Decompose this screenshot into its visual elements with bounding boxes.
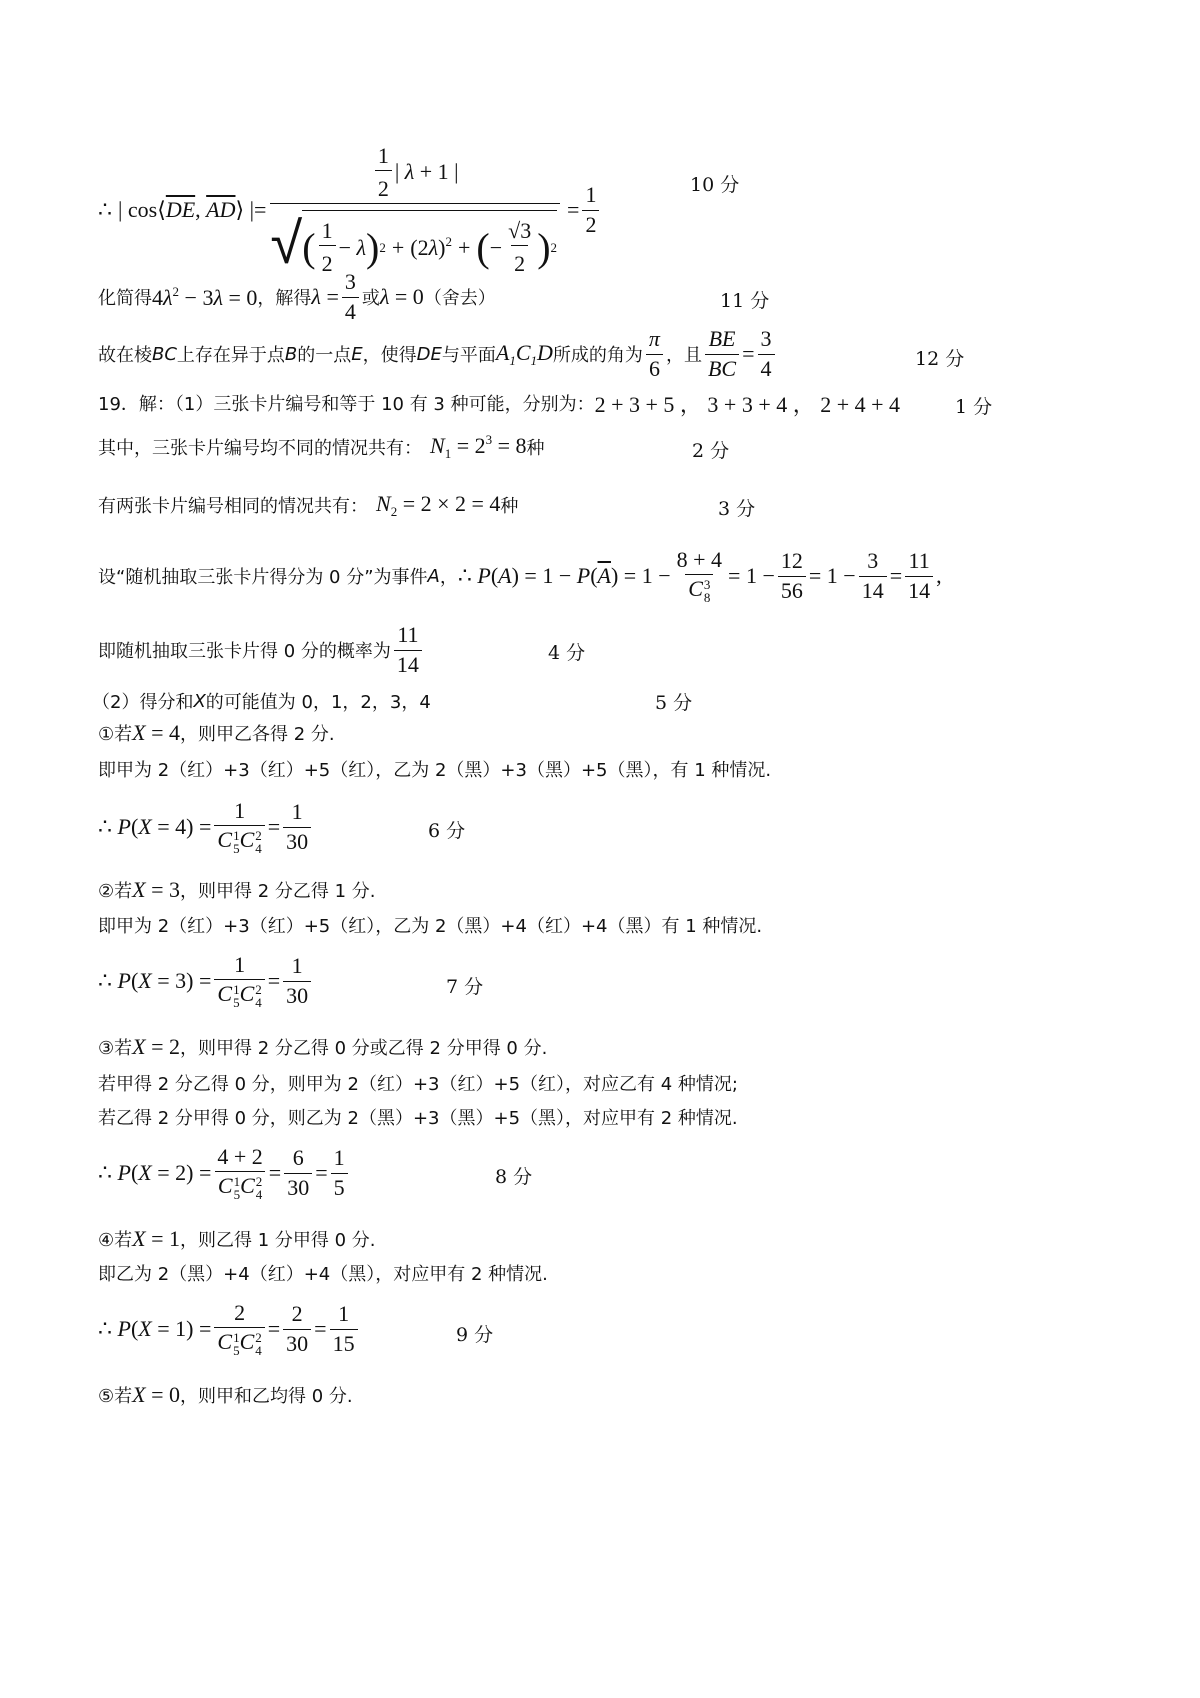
case-x3-detail (98, 910, 762, 940)
px1-frac-1: 2 C 1 5 C 2 4 (214, 1301, 264, 1357)
probability-zero-text: 即随机抽取三张卡片得 0 分的概率为 (98, 641, 391, 662)
px1-line: ∴ P(X = 1) = 2 C 1 5 C 2 4 = $\frac{2}{30}$ = $\frac{1}{15}$ (98, 1300, 361, 1358)
score-9: 9 分 (456, 1324, 494, 1346)
distinct-cards-text: 其中，三张卡片编号均不同的情况共有： (98, 438, 422, 459)
conclusion-text-5: 与平面 (441, 345, 496, 366)
case-x2-prefix: ③若 (98, 1038, 133, 1059)
x-eq-4: X (132, 720, 146, 745)
q19-intro-text: 19．解：（1）三张卡片编号和等于 10 有 3 种可能，分别为： (98, 394, 595, 415)
case-x2-detail-text-2: 若乙得 2 分甲得 0 分，则乙为 2（黑）+3（黑）+5（黑），对应甲有 2 种情况. (98, 1108, 738, 1129)
half-fraction: $\frac{1}{2}$ (582, 183, 599, 236)
event-a-text: 设“随机抽取三张卡片得分为 0 分”为事件 (98, 567, 428, 588)
same-cards-text: 有两张卡片编号相同的情况共有： (98, 496, 368, 517)
score-1: 1 分 (955, 396, 993, 418)
cos-formula-line (98, 140, 602, 280)
conclusion-text-3: 的一点 (297, 345, 352, 366)
lambda-zero: λ = 0 (379, 284, 424, 309)
simplify-line (98, 269, 496, 324)
same-cards-line (98, 490, 518, 520)
case-x4-text: ，则甲乙各得 2 分. (180, 724, 335, 745)
px3-lhs: ∴ P(X = 3) = (98, 968, 212, 993)
score-12: 12 分 (915, 348, 965, 370)
distinct-cards-line (98, 432, 545, 462)
x-eq-1: X (132, 1226, 146, 1251)
case-x1-line: ④若 X = 1 ，则乙得 1 分甲得 0 分. (98, 1226, 376, 1251)
px2-frac-3: $\frac{1}{5}$ (331, 1146, 348, 1199)
px3-frac-1: 1 C 1 5 C 2 4 (214, 953, 264, 1009)
q19-intro-line (98, 388, 900, 418)
part2-text-2: 的可能值为 0，1，2，3，4 (205, 692, 431, 713)
x-eq-3: X (132, 877, 146, 902)
event-a-line: 设“随机抽取三张卡片得分为 0 分”为事件 A ， ∴ $P(A) = 1 - P(\overline{A}) = 1$ − 8 + 4 C 3 8 = 1 − $\frac{12}{56}$ = 1 − $\frac{3}{14}$ = $\frac{11}{14}$ , (98, 546, 942, 606)
px2-lhs: ∴ P(X = 2) = (98, 1160, 212, 1185)
case-x0-text: ，则甲和乙均得 0 分. (180, 1386, 353, 1407)
equals-half: = (567, 197, 580, 222)
frac-8plus4-over-c83: 8 + 4 C 3 8 (676, 546, 723, 606)
case-x1-text: ，则乙得 1 分甲得 0 分. (180, 1230, 376, 1251)
x-eq-2: X (132, 1034, 146, 1059)
therefore-symbol: ∴ (98, 197, 112, 222)
event-a-comma: ， (439, 567, 458, 588)
conclusion-text-7: ，且 (665, 345, 702, 366)
point-e: E (351, 343, 363, 365)
edge-bc: BC (152, 343, 177, 365)
kinds-label-1: 种 (526, 438, 545, 459)
case-x1-detail-text: 即乙为 2（黑）+4（红）+4（黑），对应甲有 2 种情况. (98, 1264, 548, 1285)
case-x3-detail-text: 即甲为 2（红）+3（红）+5（红），乙为 2（黑）+4（红）+4（黑）有 1 种情况. (98, 916, 763, 937)
therefore-pa: ∴ $P(A) = 1 - P(\overline{A}) = 1$ − (457, 563, 671, 588)
score-3: 3 分 (718, 498, 756, 520)
part2-line (92, 686, 431, 716)
score-8: 8 分 (495, 1166, 533, 1188)
or-label: 或 (361, 288, 380, 309)
cos-fraction: $\frac{1}{2}$ | λ + 1 | √ ( $\frac{1}{2}$ − λ ) 2 + $(2\lambda)^2$ + ( − $\frac{√3}{2}$ ) 2 (270, 144, 560, 277)
px3-frac-2: $\frac{1}{30}$ (283, 954, 311, 1007)
frac-12-56: $\frac{12}{56}$ (778, 549, 806, 602)
card-sums: 2 + 3 + 5 ， 3 + 3 + 4 ， 2 + 4 + 4 (594, 391, 901, 417)
px1-frac-2: $\frac{2}{30}$ (283, 1302, 311, 1355)
case-x0-line: ⑤若 X = 0 ，则甲和乙均得 0 分. (98, 1382, 353, 1407)
case-x2-detail-text-1: 若甲得 2 分乙得 0 分，则甲为 2（红）+3（红）+5（红），对应乙有 4 种情况; (98, 1074, 738, 1095)
conclusion-line: 故在棱 BC 上存在异于点 B 的一点 E ，使得 DE 与平面 $A_1C_1D$ 所成的角为 $\frac{\pi}{6}$ ，且 $\frac{BE}{BC}$ = $\frac{3}{4}$ (98, 328, 778, 380)
case-x3-prefix: ②若 (98, 881, 133, 902)
discard-label: （舍去） (423, 288, 496, 309)
n2-expression: $N_2 = 2 \times 2 = 4$ (376, 490, 501, 519)
be-over-bc: $\frac{BE}{BC}$ (705, 327, 739, 380)
kinds-label-2: 种 (500, 496, 519, 517)
equation-4lambda: $4\lambda^2 - 3\lambda = 0$ (152, 283, 258, 310)
p-final-fraction: $\frac{11}{14}$ (394, 623, 422, 676)
score-11: 11 分 (720, 290, 770, 312)
solve-label: ，解得 (257, 288, 312, 309)
case-x4-prefix: ①若 (98, 724, 133, 745)
px4-frac-1: 1 C 1 5 C 2 4 (214, 799, 264, 855)
px1-frac-3: $\frac{1}{15}$ (330, 1302, 358, 1355)
px4-frac-2: $\frac{1}{30}$ (283, 800, 311, 853)
conclusion-text-6: 所成的角为 (552, 345, 643, 366)
score-5: 5 分 (655, 692, 693, 714)
px3-line: ∴ P(X = 3) = 1 C 1 5 C 2 4 = $\frac{1}{30}$ (98, 952, 314, 1010)
probability-zero-line (98, 622, 425, 678)
frac-3-14: $\frac{3}{14}$ (859, 549, 887, 602)
event-a-symbol: A (427, 565, 440, 587)
case-x2-text: ，则甲得 2 分乙得 0 分或乙得 2 分甲得 0 分. (180, 1038, 548, 1059)
three-quarters: $\frac{3}{4}$ (342, 270, 359, 323)
case-x1-detail (98, 1258, 548, 1288)
frac-11-14: $\frac{11}{14}$ (905, 549, 933, 602)
lambda-value: λ = (311, 284, 339, 309)
score-2: 2 分 (692, 440, 730, 462)
conclusion-text-1: 故在棱 (98, 345, 152, 366)
conclusion-text-4: ，使得 (362, 345, 417, 366)
case-x4-line: ①若 X = 4 ，则甲乙各得 2 分. (98, 720, 335, 745)
conclusion-text-2: 上存在异于点 (176, 345, 285, 366)
case-x2-detail-1 (98, 1068, 738, 1098)
case-x4-detail-text: 即甲为 2（红）+3（红）+5（红），乙为 2（黑）+3（黑）+5（黑），有 1 种情况. (98, 760, 772, 781)
px2-line: ∴ P(X = 2) = 4 + 2 C 1 5 C 2 4 = $\frac{6}{30}$ = $\frac{1}{5}$ (98, 1144, 351, 1202)
case-x3-line: ②若 X = 3 ，则甲得 2 分乙得 1 分. (98, 877, 376, 902)
score-6: 6 分 (428, 820, 466, 842)
case-x2-detail-2 (98, 1102, 738, 1132)
n1-expression: $N_1 = 2^3 = 8$ (430, 432, 527, 461)
case-x0-prefix: ⑤若 (98, 1386, 133, 1407)
px1-lhs: ∴ P(X = 1) = (98, 1316, 212, 1341)
cos-angle-expression: | $\cos⟨\overline{DE}$, $\overline{AD}⟩$ |= (118, 197, 267, 222)
plane-a1c1d: $A_1C_1D$ (495, 339, 553, 368)
px4-lhs: ∴ P(X = 4) = (98, 814, 212, 839)
case-x3-text: ，则甲得 2 分乙得 1 分. (180, 881, 376, 902)
px2-frac-2: $\frac{6}{30}$ (284, 1146, 312, 1199)
x-eq-0: X (132, 1382, 146, 1407)
point-b: B (284, 343, 298, 365)
case-x4-detail (98, 754, 771, 784)
px2-frac-1: 4 + 2 C 1 5 C 2 4 (214, 1145, 265, 1201)
score-4: 4 分 (548, 642, 586, 664)
case-x1-prefix: ④若 (98, 1230, 133, 1251)
variable-x: X (193, 690, 206, 712)
score-7: 7 分 (446, 976, 484, 998)
simplify-label: 化简得 (98, 288, 152, 309)
part2-text-1: （2）得分和 (92, 692, 194, 713)
score-10: 10 分 (690, 174, 740, 196)
ratio-three-quarters: $\frac{3}{4}$ (758, 327, 775, 380)
pi-over-6: $\frac{\pi}{6}$ (646, 327, 663, 380)
case-x2-line: ③若 X = 2 ，则甲得 2 分乙得 0 分或乙得 2 分甲得 0 分. (98, 1034, 548, 1059)
line-de: DE (416, 343, 442, 365)
px4-line: ∴ P(X = 4) = 1 C 1 5 C 2 4 = $\frac{1}{30}$ (98, 798, 314, 856)
